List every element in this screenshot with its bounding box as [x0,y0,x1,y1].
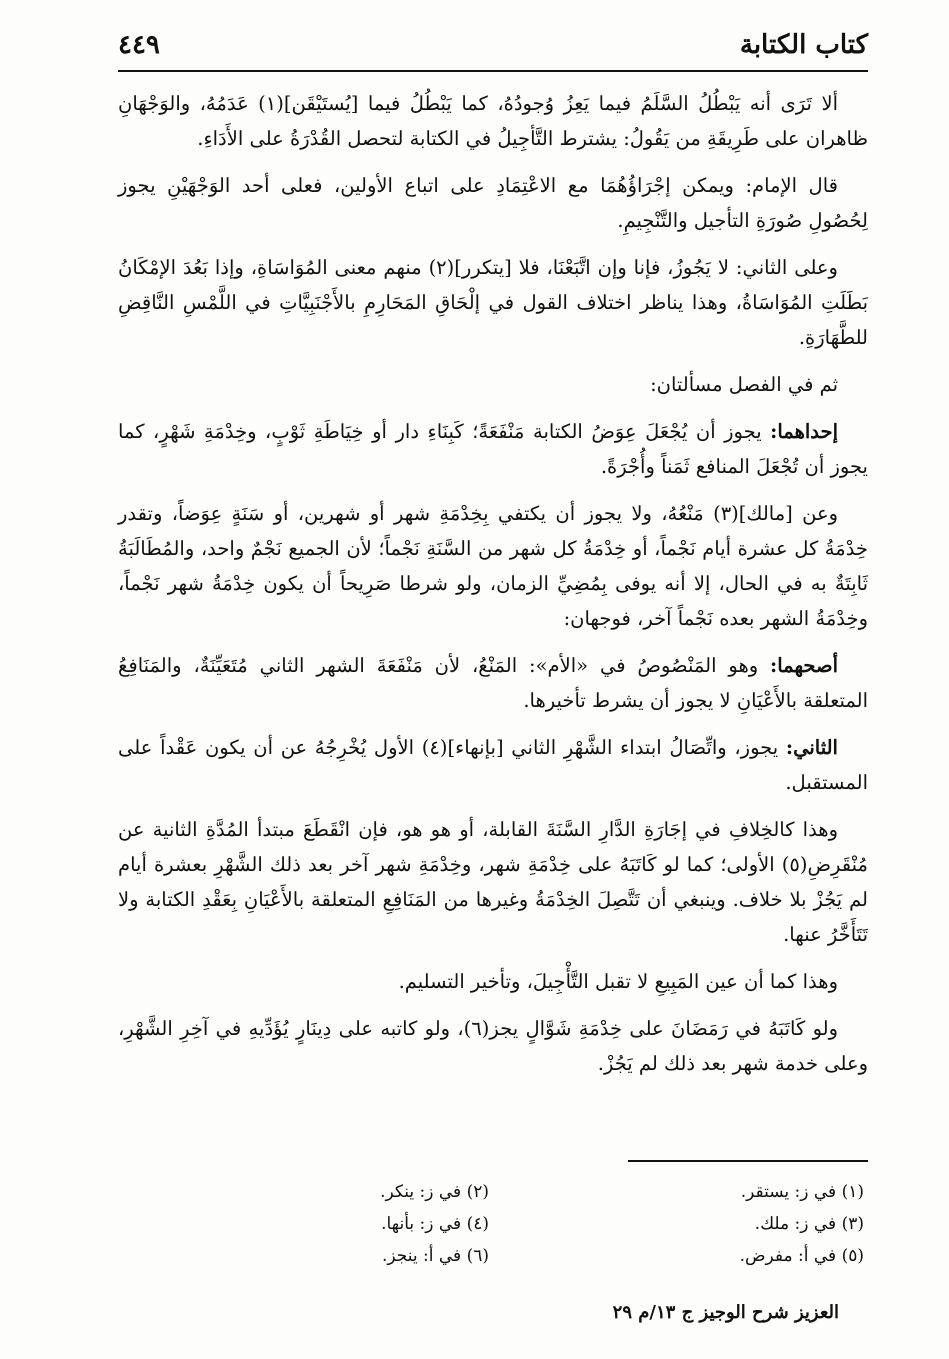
paragraph [118,496,868,636]
paragraph [118,250,868,355]
footnote-divider [628,1160,868,1162]
page-number: ٤٤٩ [118,30,160,60]
paragraph [118,730,868,800]
paragraph [118,168,868,238]
footnote: (٥) في أ: مفرض. [739,1246,864,1266]
paragraph-lead: الثاني: [785,736,838,759]
main-text [118,86,868,1093]
paragraph-text: يجوز أن يُجْعَلَ عِوَضُ الكتابة مَنْفَعَةً؛ كَبِنَاءِ دار أو خِيَاطَةِ ثَوْبٍ، وخِدْمَةِ شَهْرٍ، كما يجوز أن تُجْعَلَ المنافع ثَمَناً وأُجْرَةً. [118,420,868,478]
paragraph-text: ولو كَاتَبَهُ في رَمَضَانَ على خِدْمَةِ شَوَّالٍ يجز(٦)، ولو كاتبه على دِينَارٍ يُؤَدِّيهِ في آخِرِ الشَّهْرِ، وعلى خدمة شهر بعد ذلك لم يَجُزْ. [118,1017,868,1075]
paragraph [118,1011,868,1081]
footnote: (٤) في ز: بأنها. [381,1214,489,1234]
signature-footer: العزيز شرح الوجيز ج ١٣/م ٢٩ [612,1302,839,1323]
footnote-row [118,1240,868,1272]
paragraph [118,414,868,484]
footnote-row [118,1176,868,1208]
paragraph-text: وهو المَنْصُوصُ في «الأم»: المَنْعُ، لأن مَنْفَعَةَ الشهر الثاني مُتَعَيِّنَةٌ، والمَنَافِعُ المتعلقة بالأَعْيَانِ لا يجوز أن يشرط تأخيرها. [118,654,868,712]
paragraph-text: ألا تَرَى أنه يَبْطُلُ السَّلَمُ فيما يَعِزُ وُجودُهُ، كما يَبْطُلُ فيما [يُستَيْقَن](١) عَدَمُهُ، والوَجْهَانِ ظاهران على طَرِيقَةِ من يَقُولُ: يشترط التَّأجِيلُ في الكتابة لتحصل القُدْرَةُ على الأَدَاءِ. [118,92,868,150]
chapter-title: كتاب الكتابة [739,30,868,60]
paragraph-text: ثم في الفصل مسألتان: [650,373,838,396]
paragraph-text: وهذا كالخِلافِ في إجَارَةِ الدَّارِ السَّنَةَ القابلة، أو هو هو، فإن انْقَطَعَ مبتدأ المُدَّةِ الثانية عن مُنْقَرِضِ(٥) الأولى؛ كما لو كَاتَبَهُ على خِدْمَةِ شهر، وخِدْمَةِ شهر آخر بعد ذلك الشَّهْرِ بعشرة أيام لم يَجُزْ بلا خلاف. وينبغي أن تَتَّصِلَ الخِدْمَةُ وغيرها من المَنَافِعِ المتعلقة بالأَعْيَانِ بِعَقْدِ الكتابة ولا تَتَأَخَّرُ عنها. [118,818,868,946]
paragraph [118,812,868,952]
paragraph-text: قال الإمام: ويمكن إجْرَاؤُهُمَا مع الاعْتِمَادِ على اتباع الأولين، فعلى أحد الوَجْهَيْنِ يجوز لِحُصُولِ صُورَةِ التأجيل والتَّنْجِيمِ. [118,174,868,232]
paragraph-lead: إحداهما: [770,420,838,443]
footnotes [118,1176,868,1272]
paragraph [118,86,868,156]
paragraph-text: وعن [مالك](٣) مَنْعُهُ، ولا يجوز أن يكتفي بِخِدْمَةِ شهر أو شهرين، أو سَنَةٍ عِوَضاً، وتقدر خِدْمَةُ كل عشرة أيام نَجْماً، أو خِدْمَةُ كل شهر من السَّنَةِ نَجْماً؛ لأن الجميع نَجْمٌ واحد، والمُطَالَبَةُ ثَابِتَةٌ به في الحال، إلا أنه يوفى بِمُضِيِّ الزمان، ولو شرطا صَرِيحاً أن يكون خِدْمَةُ شهر نَجْماً، وخِدْمَةُ الشهر بعده نَجْماً آخر، فوجهان: [118,502,868,630]
paragraph-lead: أصحهما: [770,654,838,677]
paragraph [118,964,868,999]
paragraph [118,648,868,718]
paragraph-text: وهذا كما أن عين المَبِيعِ لا تقبل التَّأْجِيلَ، وتأخير التسليم. [398,970,838,993]
paragraph [118,367,868,402]
footnote: (٢) في ز: ينكر. [380,1182,489,1202]
running-header [118,30,868,72]
paragraph-text: يجوز، واتِّصَالُ ابتداء الشَّهْرِ الثاني [بإنهاء](٤) الأول يُخْرِجُهُ عن أن يكون عَقْداً على المستقبل. [118,736,868,794]
paragraph-text: وعلى الثاني: لا يَجُوزُ، فإنا وإن اتَّبَعْنَا، فلا [يتكرر](٢) منهم معنى المُوَاسَاةِ، وإذا بَعُدَ الإمْكَانُ بَطَلَتِ المُوَاسَاةُ، وهذا يناظر اختلاف القول في إلْحَاقِ المَحَارِمِ بالأَجْنَبِيَّاتِ في اللَّمْسِ النَّاقِضِ للطَّهَارَةِ. [118,256,868,349]
footnote: (٣) في ز: ملك. [754,1214,864,1234]
footnote: (١) في ز: يستقر. [740,1182,864,1202]
footnote-row [118,1208,868,1240]
footnote: (٦) في أ: ينجز. [382,1246,489,1266]
